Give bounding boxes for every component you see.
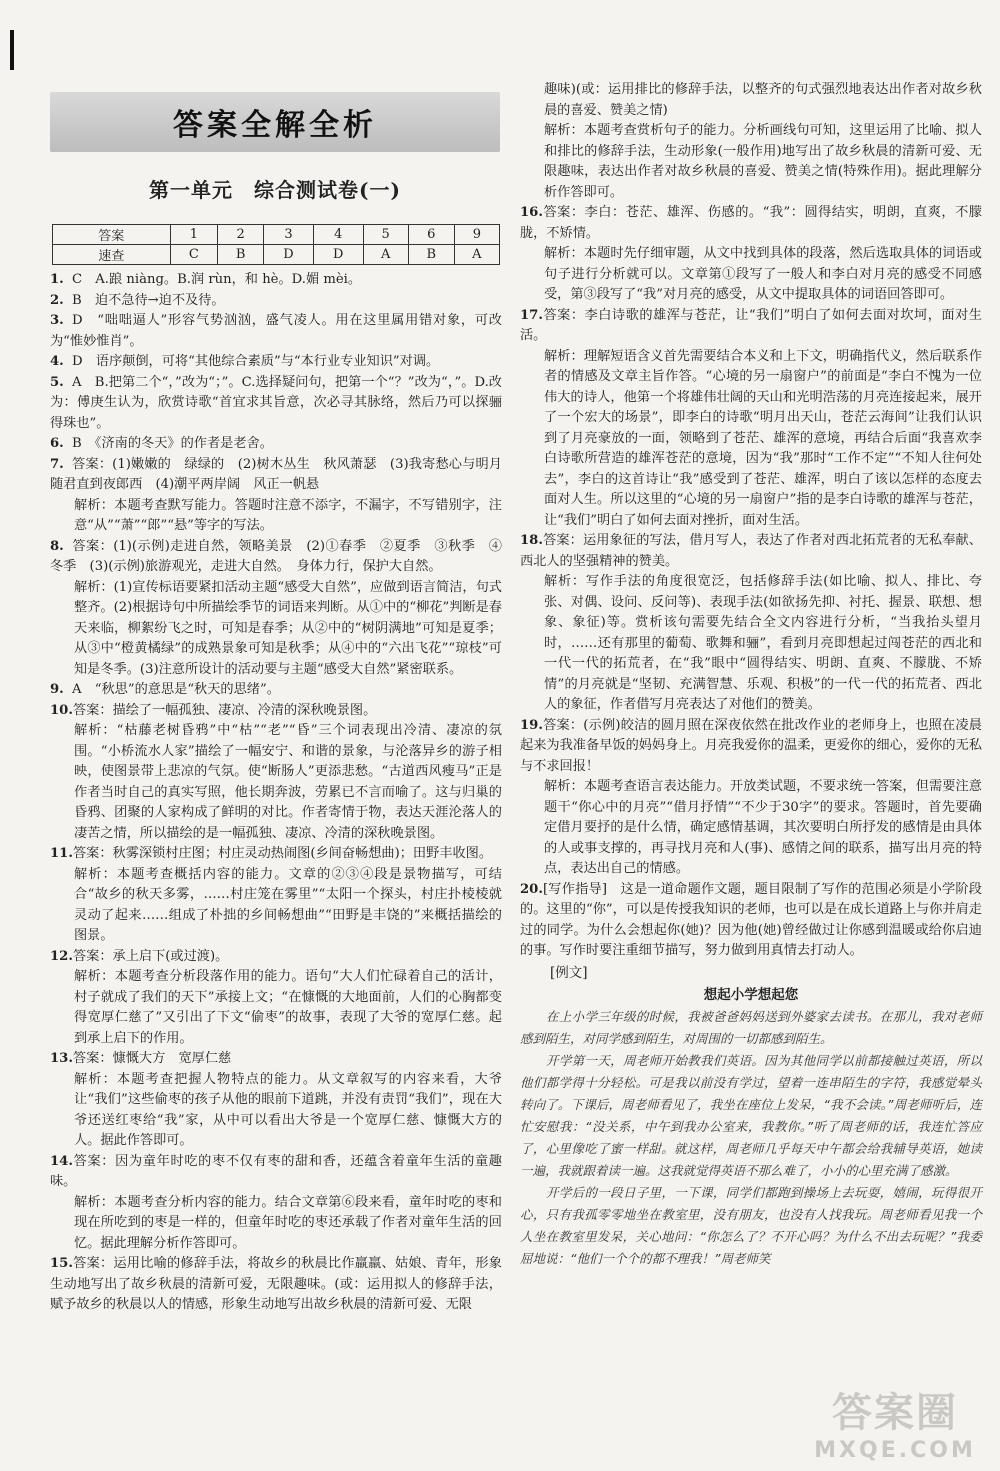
answer-text: D 语序颠倒，可将“其他综合素质”与“本行业专业知识”对调。	[72, 354, 440, 369]
table-cell: 1	[170, 225, 218, 245]
answer-item	[520, 880, 982, 962]
table-cell: 9	[454, 225, 499, 245]
answer-item	[520, 531, 982, 572]
table-cell: 4	[313, 225, 363, 245]
answer-item	[50, 352, 502, 373]
watermark-domain: MXQE.COM	[814, 1438, 976, 1463]
answer-text: B 迫不急待→迫不及待。	[72, 292, 225, 308]
answer-item	[520, 121, 982, 203]
question-number: 9.	[50, 682, 64, 697]
answer-text: 解析：本题考查默写能力。答题时注意不添字，不漏字，不写错别字，注意“从”“萧”“郎”“悬”等字的写法。	[74, 497, 502, 533]
essay-title: 想起小学想起您	[703, 986, 799, 1003]
table-cell: A	[363, 245, 408, 265]
left-column-answers	[50, 270, 516, 1316]
answer-item	[50, 1193, 502, 1255]
essay-body	[520, 1006, 982, 1270]
question-number: 2.	[50, 292, 64, 308]
table-row-header: 答案	[53, 225, 171, 245]
quick-answer-table	[52, 224, 500, 265]
table-cell: D	[313, 245, 363, 265]
right-column-answers	[520, 80, 982, 1270]
answer-text: 答案：慷慨大方 宽厚仁慈	[72, 1051, 232, 1066]
answer-text: 答案：秋雾深锁村庄图；村庄灵动热闹图(乡间奋畅想曲)；田野丰收图。	[72, 846, 493, 861]
answer-text: 答案：运用象征的写法，借月写人，表达了作者对西北拓荒者的无私奉献、西北人的坚强精神的赞美。	[520, 533, 982, 569]
binding-mark	[10, 30, 14, 70]
question-number: 4.	[50, 354, 64, 369]
table-row	[53, 245, 500, 265]
answer-item	[520, 244, 982, 306]
answer-item	[50, 967, 502, 1049]
answer-item	[50, 270, 502, 291]
answer-item	[50, 844, 502, 865]
question-number: 14.	[50, 1153, 73, 1169]
table-row	[53, 225, 500, 245]
answer-item	[520, 572, 982, 716]
answer-text: 答案：承上启下(或过渡)。	[72, 948, 229, 964]
table-cell: 2	[218, 225, 264, 245]
table-row-header: 速查	[53, 245, 171, 265]
question-number: 6.	[50, 436, 64, 451]
answer-item	[520, 203, 982, 244]
answer-item	[50, 680, 502, 701]
answer-item	[50, 434, 502, 455]
answer-text: 答案：描绘了一幅孤独、凄凉、冷清的深秋晚景图。	[72, 702, 377, 718]
essay-paragraph: 开学第一天，周老师开始教我们英语。因为其他同学以前都接触过英语，所以他们都学得十分轻松。可是我以前没有学过，望着一连串陌生的字符，我感觉晕头转向了。下课后，周老师看见了，我坐在座位上发呆，“我不会读。”周老师听后，连忙安慰我：“没关系，中午到我办公室来，我教你。”听了周老师的话，我连忙答应了，心里像吃了蜜一样甜。就这样，周老师几乎每天中午都会给我辅导英语，她读一遍，我就跟着读一遍。这我就觉得英语不那么难了，小小的心里充满了感激。	[520, 1052, 982, 1178]
table-cell: D	[264, 245, 314, 265]
table-cell: C	[170, 245, 218, 265]
answer-item	[520, 306, 982, 347]
answer-item	[50, 311, 502, 352]
question-number: 19.	[520, 717, 543, 733]
answer-item	[520, 716, 982, 778]
question-number: 8.	[50, 538, 64, 554]
answer-text: D “咄咄逼人”形容气势汹汹，盛气凌人。用在这里属用错对象，可改为“惟妙惟肖”。	[50, 313, 502, 349]
question-number: 13.	[50, 1051, 73, 1066]
answer-text: 趣味)(或：运用排比的修辞手法，以整齐的句式强烈地表达出作者对故乡秋晨的喜爱、赞美之情)	[544, 82, 982, 118]
site-watermark	[810, 1381, 980, 1461]
answer-text: 解析：本题考查概括内容的能力。文章的②③④段是景物描写，可结合“故乡的秋天多雾，……村庄笼在雾里”“太阳一个探头，村庄扑棱棱就灵动了起来……组成了朴拙的乡间畅想曲”“田野是丰饶的”来概括描绘的图景。	[74, 866, 502, 943]
answer-text: 解析：本题时先仔细审题，从文中找到具体的段落，然后选取具体的词语或句子进行分析就可以。文章第①段写了一般人和李白对月亮的感受不同感受，第③段写了“我”对月亮的感受，从文中提取具体的词语回答即可。	[544, 246, 982, 302]
answer-text: A “秋思”的意思是“秋天的思绪”。	[72, 682, 280, 697]
table-cell: 5	[363, 225, 408, 245]
question-number: 3.	[50, 313, 64, 328]
table-cell: 6	[408, 225, 454, 245]
answer-item	[50, 1049, 502, 1070]
question-number: 16.	[520, 205, 543, 220]
answer-text: C A.踉 niàng。B.润 rùn，和 hè。D.媚 mèi。	[72, 272, 362, 287]
answer-item	[50, 578, 502, 681]
table-cell: A	[454, 245, 499, 265]
answer-item	[50, 721, 502, 844]
answer-item	[50, 701, 502, 722]
essay-paragraph: 开学后的一段日子里，一下课，同学们都跑到操场上去玩耍，嬉闹，玩得很开心，只有我孤零零地坐在教室里，没有朋友，也没有人找我玩。周老师看见我一个人坐在教室里发呆，关心地问：“你怎么了？不开心吗？为什么不出去玩呢？”我委屈地说：“他们一个个的都不理我！”周老师笑	[520, 1184, 982, 1266]
question-number: 7.	[50, 456, 64, 472]
section-banner	[50, 92, 500, 152]
banner-title: 答案全解全析	[173, 108, 377, 143]
answer-text: 答案：(1)(示例)走进自然，领略美景 (2)①春季 ②夏季 ③秋季 ④冬季 (3)(示例)旅游观光，走进大自然。 身体力行，保护大自然。	[50, 538, 502, 574]
answer-text: 解析：(1)宣传标语要紧扣活动主题“感受大自然”，应做到语言简洁，句式整齐。(2)根据诗句中所描绘季节的词语来判断。从①中的“柳花”判断是春天来临，柳絮纷飞之时，可知是春季；从②中的“树阴满地”可知是夏季；从③中“橙黄橘绿”的成熟景象可知是秋季；从④中的“六出飞花”“琼枝”可知是冬季。(3)注意所设计的活动要与主题“感受大自然”紧密联系。	[74, 579, 502, 677]
answer-text: 解析：本题考查分析段落作用的能力。语句“大人们忙碌着自己的活计，村子就成了我们的天下”承接上文；“在慷慨的大地面前，人们的心胸都变得宽厚仁慈了”又引出了下文“偷枣”的故事，表现了大爷的宽厚仁慈。起到承上启下的作用。	[74, 969, 502, 1046]
answer-item	[520, 347, 982, 532]
answer-text: 答案：李白诗歌的雄浑与苍茫，让“我们”明白了如何去面对坎坷，面对生活。	[520, 307, 982, 343]
answer-item	[50, 865, 502, 947]
question-number: 20.	[520, 881, 543, 897]
answer-text: 答案：运用比喻的修辞手法，将故乡的秋晨比作羸羸、姑娘、青年，形象生动地写出了故乡秋晨的清新可爱，无限趣味。(或：运用拟人的修辞手法，赋予故乡的秋晨以人的情感，形象生动地写出故乡秋晨的清新可爱、无限	[50, 1256, 502, 1312]
table-cell: 3	[264, 225, 314, 245]
answer-text: 答案：李白：苍茫、雄浑、伤感的。“我”：圆得结实，明朗，直爽，不朦胧，不矫情。	[520, 205, 982, 241]
question-number: 15.	[50, 1256, 73, 1271]
answer-text: 解析：本题考查分析内容的能力。结合文章第⑥段来看，童年时吃的枣和现在所吃到的枣是一样的，但童年时吃的枣还承载了作者对童年生活的回忆。据此理解分析作答即可。	[74, 1194, 502, 1251]
answer-item	[520, 80, 982, 121]
answer-item	[50, 947, 502, 968]
answer-item	[50, 291, 502, 312]
answer-item	[50, 496, 502, 537]
answer-item	[50, 455, 516, 496]
answer-item	[50, 373, 502, 435]
answer-item	[50, 1152, 502, 1193]
table-cell: B	[218, 245, 264, 265]
answer-text: B 《济南的冬天》的作者是老舍。	[72, 436, 273, 451]
watermark-logo-text: 答案圈	[832, 1390, 958, 1436]
question-number: 1.	[50, 272, 64, 287]
answer-text: 解析：本题考查赏析句子的能力。分析画线句可知，这里运用了比喻、拟人和排比的修辞手法，生动形象(一般作用)地写出了故乡秋晨的清新可爱、无限趣味，表达出作者对故乡秋晨的喜爱、赞美之情(特殊作用)。据此理解分析作答即可。	[544, 123, 982, 200]
answer-text: [写作指导] 这是一道命题作文题，题目限制了写作的范围必须是小学阶段的。这里的“你”，可以是传授我知识的老师，也可以是在成长道路上与你并肩走过的同学。为什么会想起你(她)？因为他(她)曾经做过让你感到温暖或给你启迪的事。写作时要注重细节描写，努力做到用真情去打动人。	[520, 881, 982, 958]
answer-item	[50, 537, 502, 578]
answer-text: 解析：写作手法的角度很宽泛，包括修辞手法(如比喻、拟人、排比、夸张、对偶、设问、反问等)、表现手法(如欲扬先抑、衬托、握景、联想、想象、象征)等。赏析该句需要先结合全文内容进行分析，“当我抬头望月时，……还有那里的葡萄、歌舞和骊”，看到月亮即想起过闯苍茫的西北和一代一代的拓荒者，在“我”眼中“圆得结实、明朗、直爽、不朦胧、不矫情”的月亮就是“坚韧、充满智慧、乐观、积极”的一代一代的拓荒者、西北人的象征，作者借写月亮表达了对他们的赞美。	[544, 574, 982, 712]
example-tag: [例文]	[550, 964, 588, 981]
answer-text: A B.把第二个“，”改为“；”。C.选择疑问句，把第一个“？”改为“，”。D.改为：傅庚生认为，欣赏诗歌“首宜求其旨意，次必寻其脉络，然后乃可以探骊得珠也”。	[50, 374, 502, 431]
answer-item	[50, 1070, 502, 1152]
answer-text: 解析：理解短语含义首先需要结合本义和上下文，明确指代义，然后联系作者的情感及文章主旨作答。“心境的另一扇窗户”的前面是“李白不愧为一位伟大的诗人，他第一个将雄伟壮阔的天山和光明浩荡的月亮连接起来，展开了一个宏大的场景”，即李白的诗歌“明月出天山，苍茫云海间”让我们认识到了月亮豪放的一面，领略到了苍茫、雄浑的意境，再结合后面“我喜欢李白诗歌所营造的雄浑苍茫的意境，因为“我”那时“工作不定”“不知人往何处去”，李白的这首诗让“我”感受到了苍茫、雄浑，明白了该以怎样的态度去面对人生。所以这里的“心境的另一扇窗户”指的是李白诗歌的雄浑与苍茫，让“我们”明白了如何去面对挫折，面对生活。	[544, 348, 982, 528]
answer-text: 答案：因为童年时吃的枣不仅有枣的甜和香，还蕴含着童年生活的童趣味。	[50, 1153, 502, 1189]
question-number: 17.	[520, 307, 543, 323]
answer-item	[50, 1254, 502, 1316]
essay-paragraph: 在上小学三年级的时候，我被爸爸妈妈送到外婆家去读书。在那儿，我对老师感到陌生，对同学感到陌生，对周围的一切都感到陌生。	[520, 1008, 982, 1046]
question-number: 10.	[50, 702, 73, 718]
answer-text: 答案：(示例)皎洁的圆月照在深夜依然在批改作业的老师身上，也照在凌晨起来为我准备早饭的妈妈身上。月亮我爱你的温柔，更爱你的细心，爱你的无私与不求回报！	[520, 717, 982, 774]
answer-text: 答案：(1)嫩嫩的 绿绿的 (2)树木丛生 秋风萧瑟 (3)我寄愁心与明月 随君直到夜郎西 (4)潮平两岸阔 风正一帆悬	[50, 456, 516, 492]
question-number: 18.	[520, 533, 543, 548]
question-number: 11.	[50, 846, 73, 861]
unit-title: 第一单元 综合测试卷(一)	[149, 178, 401, 202]
answer-text: 解析：本题考查语言表达能力。开放类试题，不要求统一答案，但需要注意题干“你心中的月亮”“借月抒情”“不少于30字”的要求。答题时，首先要确定借月要抒的是什么情，确定感情基调，其次要明白所抒发的感情是由具体的人或事支撑的，再寻找月亮和人(事)、感情之间的联系，描写出月亮的特点，表达出自己的情感。	[544, 779, 982, 876]
table-cell: B	[408, 245, 454, 265]
answer-text: 解析：本题考查把握人物特点的能力。从文章叙写的内容来看，大爷让“我们”这些偷枣的孩子从他的眼前下道跳，并没有责罚“我们”，现在大爷还送红枣给“我”家，从中可以看出大爷是一个宽厚仁慈、慷慨大方的人。据此作答即可。	[74, 1071, 502, 1148]
answer-item	[520, 777, 982, 880]
answer-text: 解析：“枯藤老树昏鸦”中“枯”“老”“昏”三个词表现出冷清、凄凉的氛围。“小桥流水人家”描绘了一幅安宁、和谐的景象，与沦落异乡的游子相映，使图景带上悲凉的气氛。使“断肠人”更添悲愁。“古道西风瘦马”正是作者当时自己的真实写照，他长期奔波，劳累已不言而喻了。这与归巢的昏鸦、团聚的人家构成了鲜明的对比。作者寄情于物，表达天涯沦落人的凄苦之情，所以描绘的是一幅孤独、凄凉、冷清的深秋晚景图。	[74, 723, 502, 841]
question-number: 5.	[50, 374, 64, 390]
question-number: 12.	[50, 948, 73, 964]
